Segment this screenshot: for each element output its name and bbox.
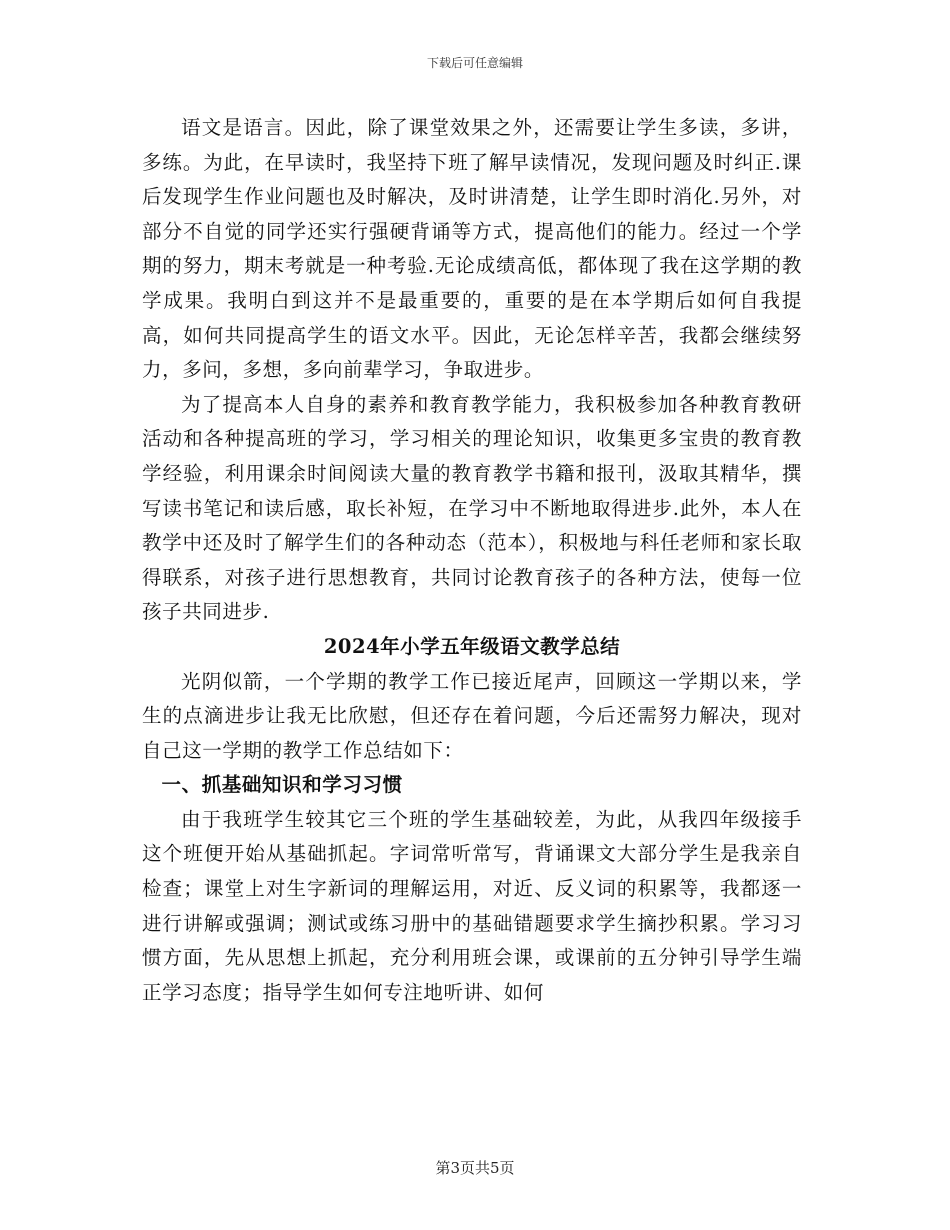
paragraph-3: 光阴似箭，一个学期的教学工作已接近尾声，回顾这一学期以来，学生的点滴进步让我无比欣慰，但还存在着问题，今后还需努力解决，现对自己这一学期的教学工作总结如下： — [142, 669, 802, 762]
section-heading-1: 一、抓基础知识和学习习惯 — [161, 773, 403, 797]
page-number: 第3页共5页 — [435, 1159, 515, 1177]
document-body — [142, 111, 802, 1010]
paragraph-1: 语文是语言。因此，除了课堂效果之外，还需要让学生多读，多讲，多练。为此，在早读时，我坚持下班了解早读情况，发现问题及时纠正.课后发现学生作业问题也及时解决，及时讲清楚，让学生即时消化.另外，对部分不自觉的同学还实行强硬背诵等方式，提高他们的能力。经过一个学期的努力，期末考就是一种考验.无论成绩高低，都体现了我在这学期的教学成果。我明白到这并不是最重要的，重要的是在本学期后如何自我提高，如何共同提高学生的语文水平。因此，无论怎样辛苦，我都会继续努力，多问，多想，多向前辈学习，争取进步。 — [142, 116, 802, 382]
paragraph-2: 为了提高本人自身的素养和教育教学能力，我积极参加各种教育教研活动和各种提高班的学习，学习相关的理论知识，收集更多宝贵的教育教学经验，利用课余时间阅读大量的教育教学书籍和报刊，汲取其精华，撰写读书笔记和读后感，取长补短，在学习中不断地取得进步.此外，本人在教学中还及时了解学生们的各种动态（范本），积极地与科任老师和家长取得联系，对孩子进行思想教育，共同讨论教育孩子的各种方法，使每一位孩子共同进步. — [142, 392, 802, 624]
page-header: 下载后可任意编辑 — [426, 56, 523, 70]
document-title: 2024年小学五年级语文教学总结 — [323, 634, 621, 658]
paragraph-4: 由于我班学生较其它三个班的学生基础较差，为此，从我四年级接手这个班便开始从基础抓起。字词常听常写，背诵课文大部分学生是我亲自检查；课堂上对生字新词的理解运用，对近、反义词的积累等，我都逐一进行讲解或强调；测试或练习册中的基础错题要求学生摘抄积累。学习习惯方面，先从思想上抓起，充分利用班会课，或课前的五分钟引导学生端正学习态度；指导学生如何专注地听讲、如何 — [142, 807, 802, 1004]
